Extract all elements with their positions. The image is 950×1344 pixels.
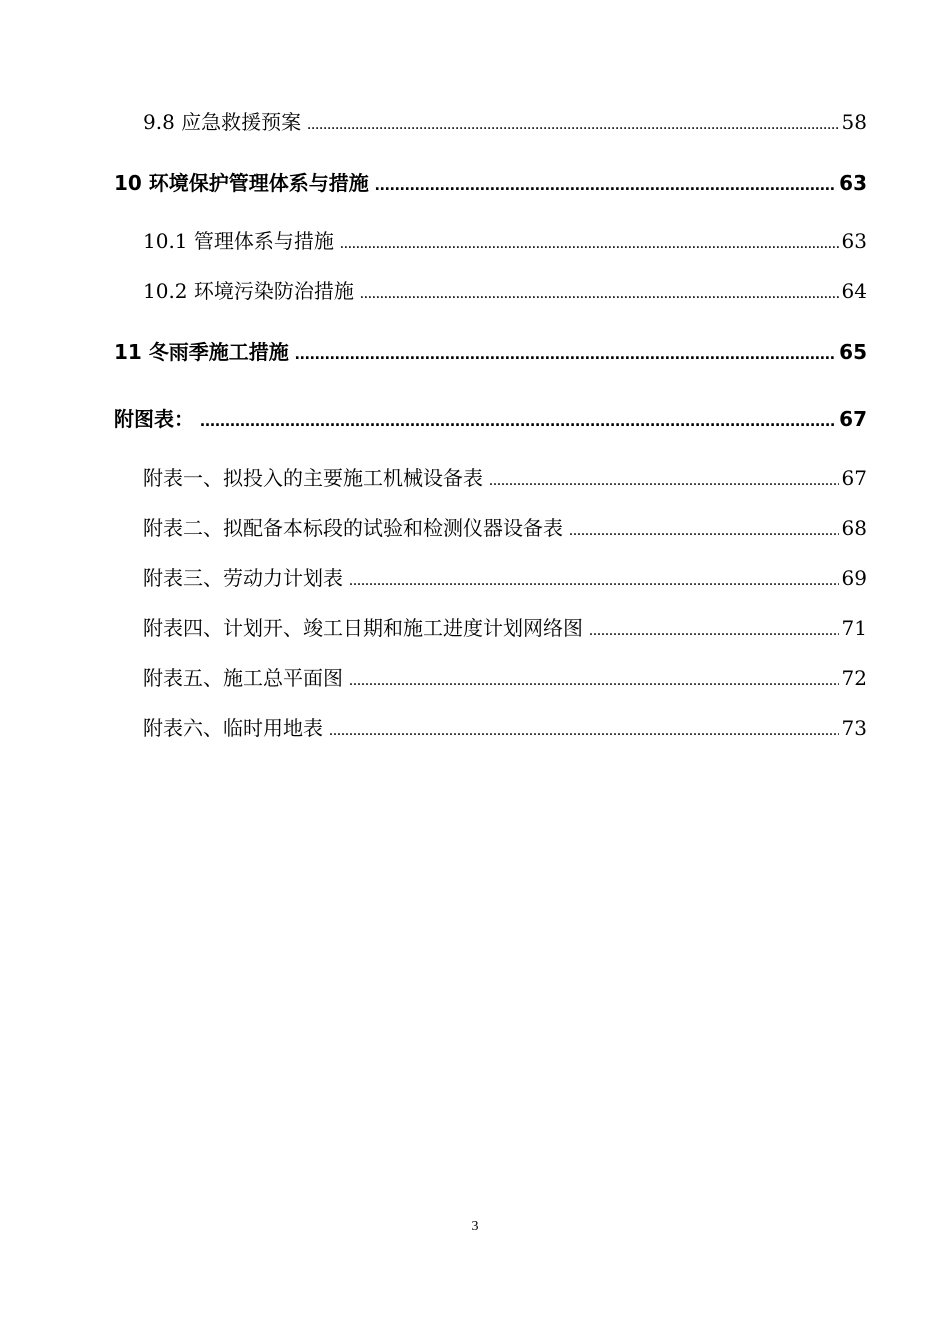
toc-entry-label: 附表五、施工总平面图	[143, 666, 343, 690]
toc-entry-page: 72	[841, 666, 867, 690]
toc-entry-appendix-4[interactable]	[143, 612, 867, 641]
toc-entry-appendix-3[interactable]	[143, 562, 867, 591]
toc-entry-label: 10 环境保护管理体系与措施	[114, 171, 369, 195]
toc-entry-page: 58	[841, 110, 867, 134]
toc-leader-dots	[200, 407, 836, 431]
toc-entry-page: 67	[841, 466, 867, 490]
toc-leader-dots	[329, 716, 839, 740]
toc-leader-dots	[569, 516, 839, 540]
toc-entry-9-8[interactable]	[143, 106, 867, 135]
toc-entry-label: 附表三、劳动力计划表	[143, 566, 343, 590]
toc-entry-label: 9.8 应急救援预案	[143, 110, 302, 134]
toc-entry-page: 65	[839, 340, 867, 364]
toc-entry-page: 64	[841, 279, 867, 303]
toc-entry-appendix-6[interactable]	[143, 712, 867, 741]
toc-entry-label: 10.2 环境污染防治措施	[143, 279, 354, 303]
toc-entry-label: 附表二、拟配备本标段的试验和检测仪器设备表	[143, 516, 563, 540]
toc-entry-page: 68	[841, 516, 867, 540]
toc-entry-10-2[interactable]	[143, 275, 867, 304]
toc-leader-dots	[295, 340, 836, 364]
toc-entry-page: 63	[841, 229, 867, 253]
toc-entry-label: 10.1 管理体系与措施	[143, 229, 334, 253]
toc-entry-11[interactable]	[114, 336, 867, 365]
toc-leader-dots	[307, 110, 838, 134]
toc-leader-dots	[349, 566, 839, 590]
toc-entry-label: 附表一、拟投入的主要施工机械设备表	[143, 466, 483, 490]
toc-leader-dots	[360, 279, 839, 303]
toc-entry-label: 附表六、临时用地表	[143, 716, 323, 740]
toc-entry-10-1[interactable]	[143, 225, 867, 254]
page-number: 3	[471, 1219, 479, 1234]
toc-leader-dots	[489, 466, 839, 490]
toc-entry-label: 11 冬雨季施工措施	[114, 340, 289, 364]
toc-entry-label: 附表四、计划开、竣工日期和施工进度计划网络图	[143, 616, 583, 640]
toc-entry-appendix-1[interactable]	[143, 462, 867, 491]
toc-entry-appendix-2[interactable]	[143, 512, 867, 541]
toc-entry-page: 69	[841, 566, 867, 590]
toc-leader-dots	[589, 616, 839, 640]
toc-leader-dots	[349, 666, 839, 690]
toc-entry-label: 附图表：	[114, 407, 194, 431]
toc-leader-dots	[340, 229, 839, 253]
toc-entry-appendix-5[interactable]	[143, 662, 867, 691]
toc-entry-page: 67	[839, 407, 867, 431]
toc-entry-page: 73	[841, 716, 867, 740]
toc-entry-appendix[interactable]	[114, 403, 867, 432]
toc-entry-page: 63	[839, 171, 867, 195]
toc-entry-page: 71	[841, 616, 867, 640]
toc-leader-dots	[375, 171, 836, 195]
toc-entry-10[interactable]	[114, 167, 867, 196]
